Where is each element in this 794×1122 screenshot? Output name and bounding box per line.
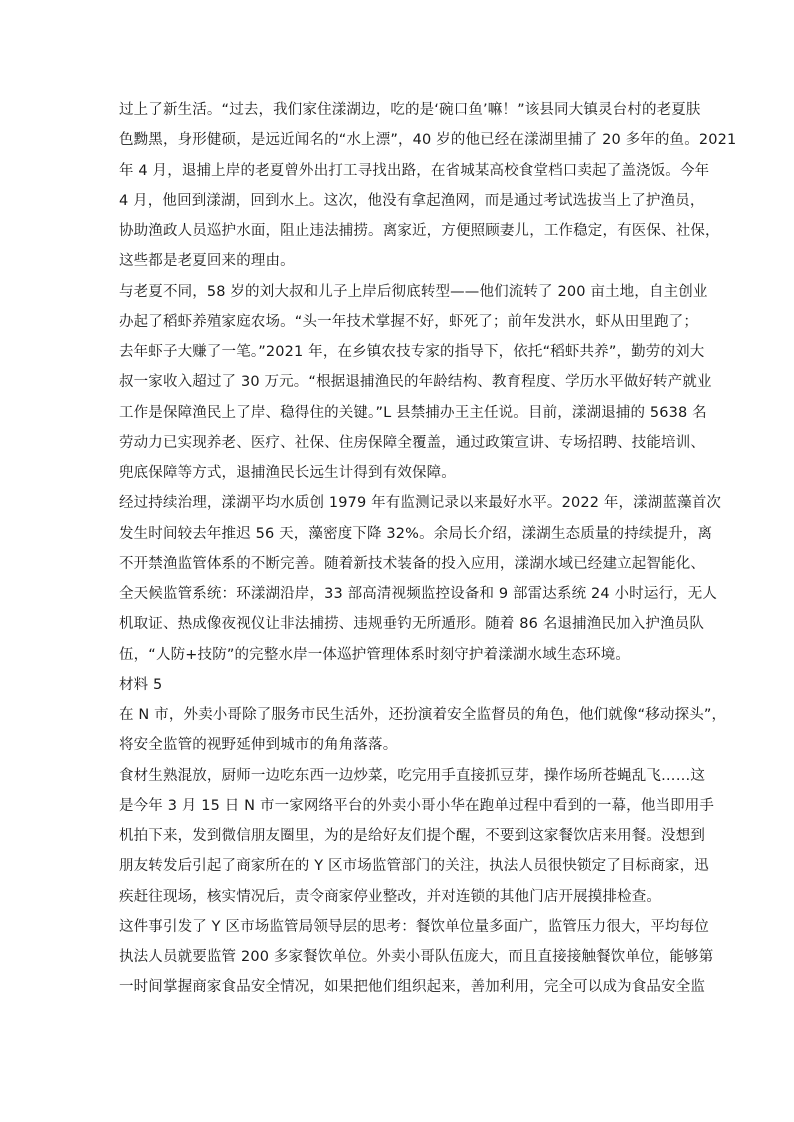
text-line: 经过持续治理，漾湖平均水质创 1979 年有监测记录以来最好水平。2022 年，漾湖蓝藻首次 (119, 495, 722, 512)
text-line: 色黝黑，身形健硕，是远近闻名的“水上漂”，40 岁的他已经在漾湖里捕了 20 多年的鱼。2021 (119, 132, 737, 149)
text-line: 在 N 市，外卖小哥除了服务市民生活外，还扮演着安全监督员的角色，他们就像“移动探头”， (119, 707, 727, 723)
text-line: 机拍下来，发到微信朋友圈里，为的是给好友们提个醒，不要到这家餐饮店来用餐。没想到 (119, 828, 705, 844)
text-line: 朋友转发后引起了商家所在的 Y 区市场监管部门的关注，执法人员很快锁定了目标商家，迅 (119, 858, 709, 875)
text-line: 发生时间较去年推迟 56 天，藻密度下降 32%。余局长介绍，漾湖生态质量的持续提升，离 (119, 525, 713, 542)
text-line: 食材生熟混放，厨师一边吃东西一边炒菜，吃完用手直接抓豆芽，操作场所苍蝇乱飞……这 (119, 767, 705, 784)
text-line: 兜底保障等方式，退捕渔民长远生计得到有效保障。 (119, 465, 456, 481)
text-line: 过上了新生活。“过去，我们家住漾湖边，吃的是‘碗口鱼’嘛！”该县同大镇灵台村的老夏肤 (119, 102, 701, 118)
text-line: 执法人员就要监管 200 多家餐饮单位。外卖小哥队伍庞大，而且直接接触餐饮单位，能够第 (119, 949, 714, 965)
body-text (119, 95, 737, 1003)
text-line: 叔一家收入超过了 30 万元。“根据退捕渔民的年龄结构、教育程度、学历水平做好转产就业 (119, 374, 712, 391)
text-line: 与老夏不同，58 岁的刘大叔和儿子上岸后彻底转型——他们流转了 200 亩土地，自主创业 (119, 283, 708, 300)
text-line: 协助渔政人员巡护水面，阻止违法捕捞。离家近，方便照顾妻儿，工作稳定，有医保、社保， (119, 223, 720, 239)
section-heading: 材料 5 (119, 676, 163, 693)
text-line: 伍，“人防+技防”的完整水岸一体巡护管理体系时刻守护着漾湖水域生态环境。 (119, 646, 631, 663)
text-line: 将安全监管的视野延伸到城市的角角落落。 (119, 737, 398, 754)
text-line: 是今年 3 月 15 日 N 市一家网络平台的外卖小哥小华在跑单过程中看到的一幕，他当即用手 (119, 797, 715, 814)
text-line: 4 月，他回到漾湖，回到水上。这次，他没有拿起渔网，而是通过考试选拔当上了护渔员， (119, 192, 705, 209)
text-line: 全天候监管系统：环漾湖沿岸，33 部高清视频监控设备和 9 部雷达系统 24 小时运行，无人 (119, 586, 718, 602)
text-line: 不开禁渔监管体系的不断完善。随着新技术装备的投入应用，漾湖水域已经建立起智能化、 (119, 555, 705, 572)
text-line: 机取证、热成像夜视仪让非法捕捞、违规垂钓无所遁形。随着 86 名退捕渔民加入护渔员队 (119, 616, 704, 633)
text-line: 这些都是老夏回来的理由。 (119, 253, 295, 270)
text-line: 劳动力已实现养老、医疗、社保、住房保障全覆盖，通过政策宣讲、专场招聘、技能培训、 (119, 434, 705, 451)
text-line: 年 4 月，退捕上岸的老夏曾外出打工寻找出路，在省城某高校食堂档口卖起了盖浇饭。今年 (119, 162, 710, 179)
text-line: 疾赶往现场，核实情况后，责令商家停业整改，并对连锁的其他门店开展摸排检查。 (119, 888, 662, 905)
text-line: 工作是保障渔民上了岸、稳得住的关键。”L 县禁捕办王主任说。目前，漾湖退捕的 5638 名 (119, 404, 707, 421)
text-line: 去年虾子大赚了一笔。”2021 年，在乡镇农技专家的指导下，依托“稻虾共养”，勤劳的刘大 (119, 344, 705, 360)
text-line: 办起了稻虾养殖家庭农场。“头一年技术掌握不好，虾死了；前年发洪水，虾从田里跑了； (119, 313, 699, 330)
text-line: 一时间掌握商家食品安全情况，如果把他们组织起来，善加利用，完全可以成为食品安全监 (119, 979, 705, 996)
text-line: 这件事引发了 Y 区市场监管局领导层的思考：餐饮单位量多面广，监管压力很大，平均每位 (119, 918, 709, 935)
